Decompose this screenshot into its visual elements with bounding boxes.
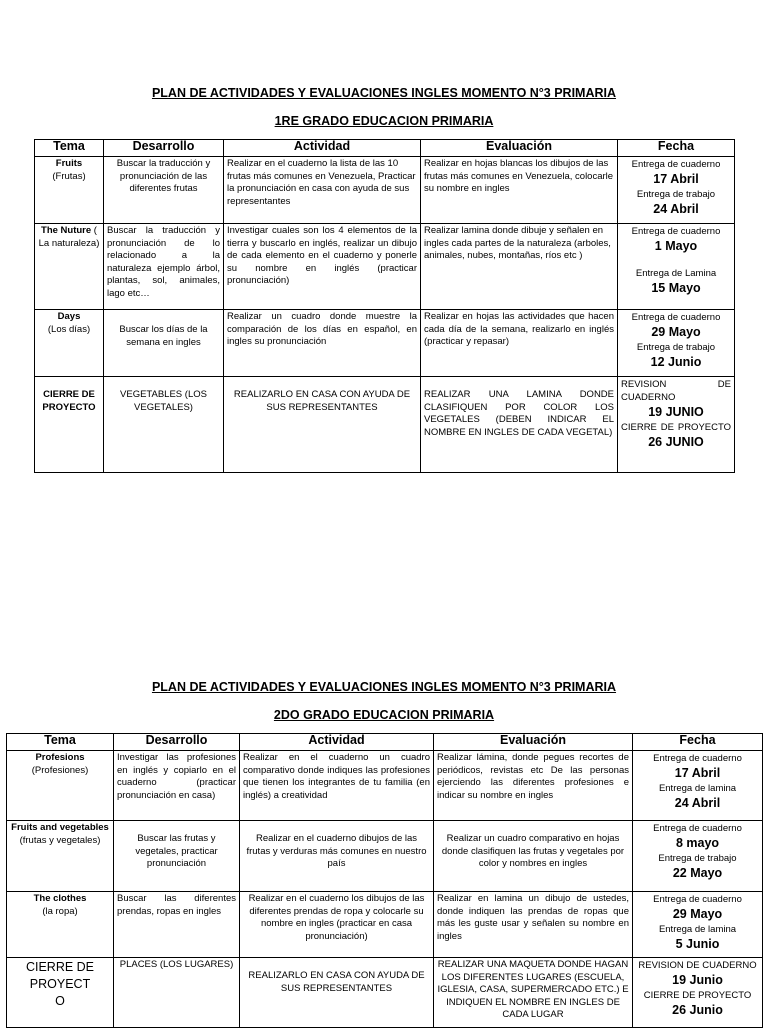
table-row xyxy=(35,377,735,473)
tema-cell xyxy=(35,157,104,224)
fecha-date: 15 Mayo xyxy=(651,281,701,295)
fecha-date: 29 Mayo xyxy=(672,907,723,921)
fecha-label: Entrega de cuaderno xyxy=(653,823,742,834)
fecha-cell xyxy=(618,157,735,224)
fecha-date: 19 JUNIO xyxy=(648,405,704,419)
fecha-cell xyxy=(633,821,763,892)
grade-title-2: 2DO GRADO EDUCACION PRIMARIA xyxy=(273,708,495,722)
header-tema: Tema xyxy=(35,140,104,157)
fecha-date: 12 Junio xyxy=(650,355,702,369)
fecha-cell xyxy=(633,892,763,958)
fecha-date: 17 Abril xyxy=(653,172,699,186)
actividad-cell: Realizar en el cuaderno los dibujos de las diferentes prendas de ropa y colocarle su nombre en ingles (practicar en casa pronunciación) xyxy=(240,892,434,958)
fecha-label: Entrega de Lamina xyxy=(635,268,717,279)
table-row xyxy=(7,892,763,958)
fecha-label: Entrega de cuaderno xyxy=(631,312,721,323)
fecha-date: 24 Abril xyxy=(674,796,721,810)
plan-table-1 xyxy=(34,139,735,473)
tema-cell xyxy=(35,377,104,473)
plan-table-2 xyxy=(6,733,763,1028)
fecha-label: Entrega de cuaderno xyxy=(653,894,742,905)
header-fecha: Fecha xyxy=(633,734,763,751)
desarrollo-cell: VEGETABLES (LOS VEGETALES) xyxy=(104,377,224,473)
fecha-date: 26 Junio xyxy=(672,1003,723,1017)
evaluacion-cell: REALIZAR UNA LAMINA DONDE CLASIFIQUEN POR COLOR LOS VEGETALES (DEBEN INDICAR EL NOMBRE EN INGLES DE CADA VEGETAL) xyxy=(421,377,618,473)
fecha-label: Entrega de trabajo xyxy=(658,853,737,864)
fecha-date: 1 Mayo xyxy=(654,239,698,253)
tema-name: Fruits xyxy=(55,158,83,169)
header-desarrollo: Desarrollo xyxy=(104,140,224,157)
table-row xyxy=(7,958,763,1028)
tema-name: The clothes xyxy=(33,893,87,904)
desarrollo-cell: Buscar las diferentes prendas, ropas en ingles xyxy=(114,892,240,958)
table-row xyxy=(35,310,735,377)
fecha-date: 29 Mayo xyxy=(651,325,701,339)
desarrollo-cell: Buscar la traducción y pronunciación de lo relacionado a la naturaleza ejemplo árbol, plantas, sol, animales, lago etc… xyxy=(104,224,224,310)
desarrollo-cell: Investigar las profesiones en inglés y copiarlo en el cuaderno (practicar pronunciación en casa) xyxy=(114,751,240,821)
fecha-date: 8 mayo xyxy=(675,836,720,850)
desarrollo-cell: Buscar la traducción y pronunciación de las diferentes frutas xyxy=(104,157,224,224)
page-title-2: PLAN DE ACTIVIDADES Y EVALUACIONES INGLES MOMENTO N°3 PRIMARIA xyxy=(151,680,617,694)
evaluacion-cell: Realizar en lamina un dibujo de ustedes, donde indiquen las prendas de ropas que más les guste usar y señalen su nombre en ingles xyxy=(434,892,633,958)
fecha-date: 5 Junio xyxy=(675,937,720,951)
header-evaluacion: Evaluación xyxy=(434,734,633,751)
evaluacion-cell: REALIZAR UNA MAQUETA DONDE HAGAN LOS DIFERENTES LUGARES (ESCUELA, IGLESIA, CASA, SUPERMERCADO ETC.) E INDIQUEN EL NOMBRE EN INGLES DE CADA LUGAR xyxy=(434,958,633,1028)
tema-sub: (Profesiones) xyxy=(31,764,89,776)
fecha-date: 19 Junio xyxy=(672,973,723,987)
actividad-cell: REALIZARLO EN CASA CON AYUDA DE SUS REPRESENTANTES xyxy=(240,958,434,1028)
actividad-cell: Realizar un cuadro donde muestre la comparación de los días en español, en ingles su pronunciación xyxy=(224,310,421,377)
header-actividad: Actividad xyxy=(240,734,434,751)
fecha-cell xyxy=(618,377,735,473)
tema-cell xyxy=(7,958,114,1028)
tema-sub: (Frutas) xyxy=(52,170,86,182)
fecha-label: Entrega de trabajo xyxy=(636,342,716,353)
table-header-row xyxy=(35,140,735,157)
actividad-cell: Realizar en el cuaderno dibujos de las frutas y verduras más comunes en nuestro país xyxy=(240,821,434,892)
fecha-label: REVISION DE CUADERNO xyxy=(638,960,757,971)
page-title-1: PLAN DE ACTIVIDADES Y EVALUACIONES INGLES MOMENTO N°3 PRIMARIA xyxy=(151,86,617,100)
tema-name: CIERRE DE PROYECTO xyxy=(42,389,96,413)
evaluacion-cell: Realizar lámina, donde pegues recortes de periódicos, revistas etc De las personas ejerciendo las diferentes profesiones e indicar su nombre en ingles xyxy=(434,751,633,821)
header-actividad: Actividad xyxy=(224,140,421,157)
desarrollo-cell: Buscar las frutas y vegetales, practicar pronunciación xyxy=(114,821,240,892)
fecha-label: REVISION DE CUADERNO xyxy=(621,379,731,403)
tema-name: The Nuture xyxy=(41,225,92,236)
tema-cell xyxy=(35,224,104,310)
fecha-cell xyxy=(633,751,763,821)
fecha-label: Entrega de trabajo xyxy=(636,189,716,200)
fecha-label: CIERRE DE PROYECTO xyxy=(621,422,731,433)
fecha-cell xyxy=(618,224,735,310)
tema-sub: (frutas y vegetales) xyxy=(19,834,101,846)
fecha-date: 22 Mayo xyxy=(672,866,723,880)
table-row xyxy=(7,751,763,821)
evaluacion-cell: Realizar lamina donde dibuje y señalen en ingles cada partes de la naturaleza (arboles, animales, nubes, montañas, ríos etc ) xyxy=(421,224,618,310)
header-tema: Tema xyxy=(7,734,114,751)
tema-cell xyxy=(7,821,114,892)
table-row xyxy=(35,157,735,224)
tema-cell xyxy=(7,751,114,821)
tema-name: Days xyxy=(57,311,81,322)
fecha-label: Entrega de lamina xyxy=(658,783,737,794)
fecha-date: 24 Abril xyxy=(653,202,699,216)
evaluacion-cell: Realizar un cuadro comparativo en hojas donde clasifiquen las frutas y vegetales por color y nombres en ingles xyxy=(434,821,633,892)
fecha-label: CIERRE DE PROYECTO xyxy=(643,990,752,1001)
tema-sub: (la ropa) xyxy=(42,905,78,917)
tema-name: Fruits and vegetables xyxy=(11,822,109,833)
fecha-label: Entrega de lamina xyxy=(658,924,737,935)
tema-sub: (Los días) xyxy=(47,323,91,335)
actividad-cell: Investigar cuales son los 4 elementos de la tierra y buscarlo en inglés, realizar un dibujo de cada elemento en el cuaderno y ponerle su nombre en inglés (practicar pronunciación) xyxy=(224,224,421,310)
tema-cell xyxy=(35,310,104,377)
tema-name: CIERRE DE PROYECT O xyxy=(25,960,95,1008)
header-desarrollo: Desarrollo xyxy=(114,734,240,751)
evaluacion-cell: Realizar en hojas blancas los dibujos de las frutas más comunes en Venezuela, colocarle su nombre en ingles xyxy=(421,157,618,224)
header-evaluacion: Evaluación xyxy=(421,140,618,157)
table-header-row xyxy=(7,734,763,751)
table-row xyxy=(7,821,763,892)
fecha-cell xyxy=(618,310,735,377)
tema-name: Profesions xyxy=(35,752,85,763)
fecha-label: Entrega de cuaderno xyxy=(653,753,742,764)
actividad-cell: Realizar en el cuaderno la lista de las 10 frutas más comunes en Venezuela, Practicar la pronunciación en casa con ayuda de sus representantes xyxy=(224,157,421,224)
evaluacion-cell: Realizar en hojas las actividades que hacen cada día de la semana, realizarlo en inglés (practicar y repasar) xyxy=(421,310,618,377)
fecha-date: 26 JUNIO xyxy=(648,435,704,449)
table-row xyxy=(35,224,735,310)
grade-title-1: 1RE GRADO EDUCACION PRIMARIA xyxy=(274,114,494,128)
tema-sub: ( La naturaleza) xyxy=(38,225,100,249)
desarrollo-cell: PLACES (LOS LUGARES) xyxy=(114,958,240,1028)
header-fecha: Fecha xyxy=(618,140,735,157)
tema-cell xyxy=(7,892,114,958)
desarrollo-cell: Buscar los días de la semana en ingles xyxy=(104,310,224,377)
actividad-cell: REALIZARLO EN CASA CON AYUDA DE SUS REPRESENTANTES xyxy=(224,377,421,473)
fecha-date: 17 Abril xyxy=(674,766,721,780)
fecha-label: Entrega de cuaderno xyxy=(631,226,721,237)
actividad-cell: Realizar en el cuaderno un cuadro comparativo donde indiques las profesiones que tienen los integrantes de tu familia (en inglés) a creatividad xyxy=(240,751,434,821)
fecha-cell xyxy=(633,958,763,1028)
fecha-label: Entrega de cuaderno xyxy=(631,159,721,170)
